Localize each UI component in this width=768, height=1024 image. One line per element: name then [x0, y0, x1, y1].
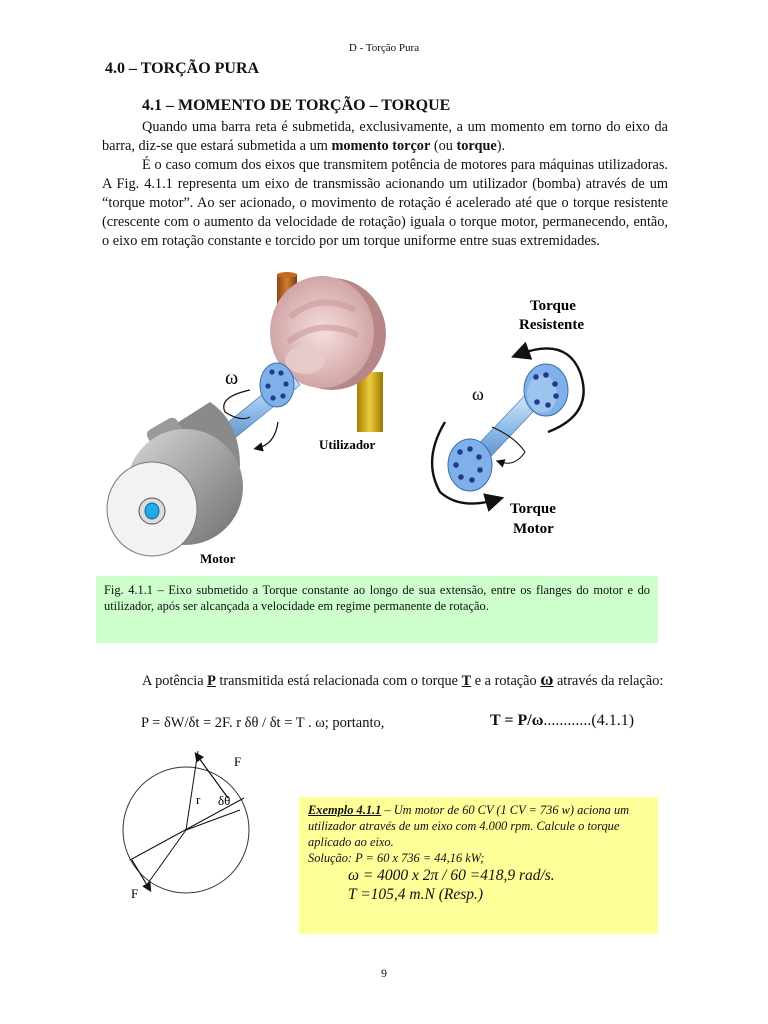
dtheta-label: δθ	[218, 793, 231, 808]
force-F-top: F	[234, 754, 242, 769]
flange-right-lower	[448, 439, 492, 491]
figure-shaft-drive	[100, 272, 660, 572]
bold-torque: torque	[456, 138, 497, 154]
flange-left-assembly	[260, 363, 294, 407]
torque-formula	[490, 712, 634, 730]
torque-formula-main: T = P/ω	[490, 712, 544, 729]
example-box	[299, 797, 658, 934]
subsection-title: 4.1 – MOMENTO DE TORÇÃO – TORQUE	[142, 97, 451, 114]
omega-left-label: ω	[225, 367, 239, 389]
example-torque-result: T =105,4 m.N (Resp.)	[348, 886, 484, 903]
bold-momento-torcor: momento torçor	[331, 138, 431, 154]
page-header: D - Torção Pura	[348, 42, 420, 54]
torque-motor-label-1: Torque	[510, 501, 556, 517]
torque-resistente-label-1: Torque	[530, 298, 576, 314]
section-title: 4.0 – TORÇÃO PURA	[105, 60, 260, 77]
flange-right-upper	[524, 364, 568, 416]
figure-force-couple	[110, 748, 270, 908]
symbol-omega: ω	[540, 669, 554, 689]
example-statement: Exemplo 4.1.1 – Um motor de 60 CV (1 CV = 736 w) aciona um utilizador através de um eixo com 4.000 rpm. Calcule o torque aplicado ao eixo.	[308, 803, 630, 849]
power-formula: P = δW/δt = 2F. r δθ / δt = T . ω; portanto,	[141, 715, 385, 731]
page-number: 9	[381, 966, 387, 980]
symbol-T: T	[461, 673, 472, 689]
torque-motor-label-2: Motor	[513, 521, 554, 537]
motor-label: Motor	[200, 551, 236, 566]
example-solution: Solução: P = 60 x 736 = 44,16 kW;	[308, 851, 485, 865]
figure-caption: Fig. 4.1.1 – Eixo submetido a Torque constante ao longo de sua extensão, entre os flanges do motor e do utilizador, após ser alcançada a velocidade em regime permanente de rotação.	[96, 576, 658, 643]
torque-formula-number: ............(4.1.1)	[543, 712, 635, 729]
paragraph-1: Quando uma barra reta é submetida, exclusivamente, a um momento em torno do eixo da barra, diz-se que estará submetida a um momento torçor (ou torque).	[102, 119, 668, 154]
utilizador-label: Utilizador	[319, 437, 376, 452]
example-omega-calc: ω = 4000 x 2π / 60 =418,9 rad/s.	[348, 867, 555, 884]
radius-r-label: r	[196, 792, 201, 807]
motor	[107, 402, 243, 556]
torque-resistente-label-2: Resistente	[519, 317, 584, 333]
rotation-arrow-left-tail	[258, 422, 278, 448]
paragraph-3: A potência P transmitida está relacionada com o torque T e a rotação ω através da relação:	[142, 669, 664, 689]
paragraph-2: É o caso comum dos eixos que transmitem potência de motores para máquinas utilizadoras. A Fig. 4.1.1 representa um eixo de transmissão acionando um utilizador (bomba) através de um “torque motor”. Ao ser acionado, o movimento de rotação é acelerado até que o torque resistente (crescente com o aumento da velocidade de rotação) iguala o torque motor, permanecendo, então, o eixo em rotação constante e torcido por um torque uniforme entre suas extremidades.	[102, 157, 668, 249]
omega-right-label: ω	[472, 384, 484, 404]
symbol-P: P	[207, 673, 216, 689]
force-F-bottom: F	[131, 886, 139, 901]
example-label: Exemplo 4.1.1	[308, 803, 382, 817]
